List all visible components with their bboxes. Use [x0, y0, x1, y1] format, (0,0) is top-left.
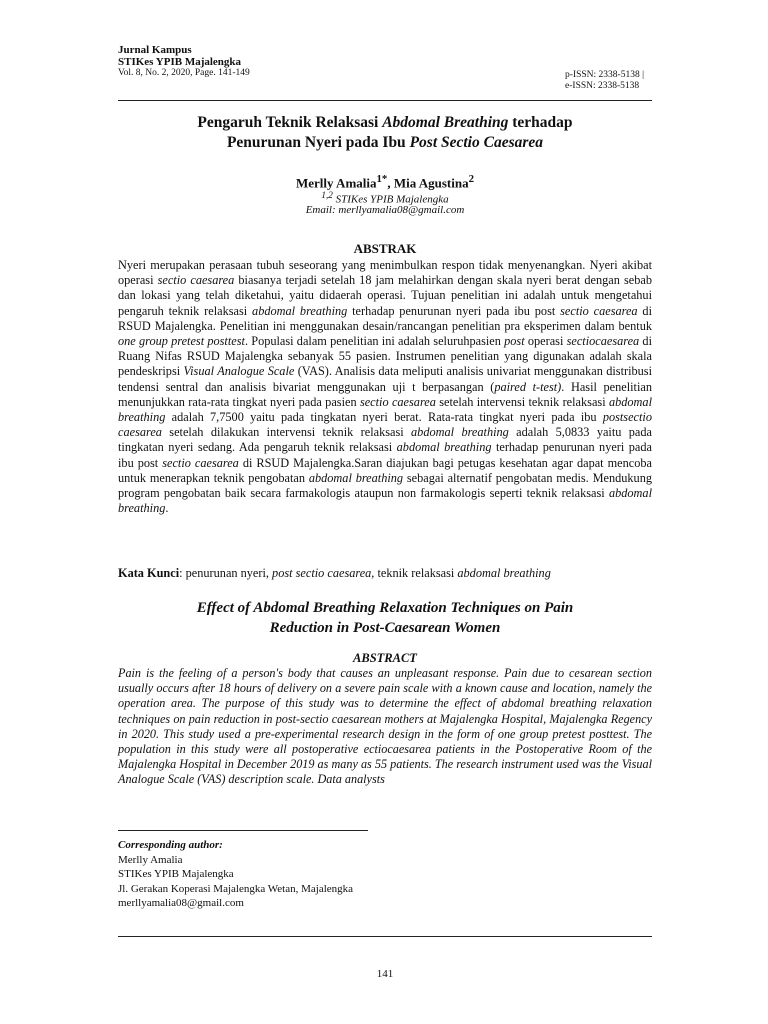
issn-block — [565, 70, 644, 92]
author-2: Mia Agustina — [393, 175, 469, 191]
footnote-name: Merlly Amalia — [118, 853, 183, 866]
affiliation-text: STIKes YPIB Majalengka — [332, 193, 449, 206]
footnote-institution: STIKes YPIB Majalengka — [118, 868, 234, 880]
english-title-line-1: Effect of Abdomal Breathing Relaxation Techniques on Pain — [196, 600, 574, 616]
paper-title — [118, 113, 652, 153]
page-number: 141 — [376, 968, 394, 980]
affiliation-sup: 1,2 — [321, 190, 333, 200]
abstrak-body: Nyeri merupakan perasaan tubuh seseorang yang menimbulkan respon tidak menyenangkan. Nyeri akibat operasi sectio caesarea biasanya terjadi setelah 18 jam melahirkan dengan skala nyeri berat dengan sebab dan lokasi yang telah diketahui, yaitu didaerah operasi. Tujuan penelitian ini adalah untuk mengetahui pengaruh teknik relaksasi abdomal breathing terhadap penurunan nyeri pada ibu post sectio caesarea di RSUD Majalengka. Penelitian ini menggunakan desain/rancangan penelitian pra eksperimen dalam bentuk one group pretest posttest. Populasi dalam penelitian ini adalah seluruhpasien post operasi sectiocaesarea di Ruang Nifas RSUD Majalengka sebanyak 55 pasien. Instrumen penelitian yang digunakan adalah skala pendeskripsi Visual Analogue Scale (VAS). Analisis data meliputi analisis univariat menggunakan distribusi tendensi sentral dan analisis bivariat menggunakan uji t berpasangan (paired t-test). Hasil penelitian menunjukkan rata-rata tingkat nyeri pada pasien sectio caesarea setelah intervensi teknik relaksasi abdomal breathing adalah 7,7500 yaitu pada tingkatan nyeri berat. Rata-rata tingkat nyeri pada ibu postsectio caesarea setelah dilakukan intervensi teknik relaksasi abdomal breathing adalah 5,0833 yaitu pada tingkatan nyeri sedang. Ada pengaruh teknik relaksasi abdomal breathing terhadap penurunan nyeri pada ibu post sectio caesarea di RSUD Majalengka.Saran diajukan bagi petugas kesehatan agar dapat mencoba untuk menerapkan teknik pengobatan abdomal breathing sebagai alternatif pengobatan medis. Mendukung program pengobatan baik secara farmakologis ataupun non farmakologis seperti teknik relaksasi abdomal breathing. — [118, 258, 653, 516]
abstract-heading: ABSTRACT — [353, 651, 417, 665]
abstrak-heading: ABSTRAK — [353, 241, 417, 256]
journal-page — [118, 0, 652, 1024]
author-1: Merlly Amalia — [295, 175, 377, 191]
corresponding-author-footnote — [118, 838, 518, 911]
author-1-sup: 1* — [376, 173, 388, 185]
journal-volume: Vol. 8, No. 2, 2020, Page. 141-149 — [118, 68, 250, 78]
journal-institution: STIKes YPIB Majalengka — [118, 56, 242, 68]
author-2-sup: 2 — [468, 173, 475, 185]
footnote-address: Jl. Gerakan Koperasi Majalengka Wetan, Majalengka — [118, 882, 354, 895]
author-email[interactable]: Email: merllyamalia08@gmail.com — [305, 204, 465, 216]
english-title — [118, 598, 652, 638]
keywords-label: Kata Kunci — [118, 566, 180, 580]
author-separator: , — [387, 175, 394, 191]
journal-name: Jurnal Kampus — [118, 44, 192, 56]
title-text-3: terhadap — [508, 114, 573, 131]
p-issn: p-ISSN: 2338-5138 | — [565, 70, 644, 80]
footer-divider — [118, 936, 652, 937]
title-text-2: Abdomal Breathing — [382, 114, 509, 131]
footnote-heading: Corresponding author: — [118, 839, 223, 851]
title-text-1: Pengaruh Teknik Relaksasi — [197, 114, 383, 131]
abstract-body: Pain is the feeling of a person's body that causes an unpleasant response. Pain due to cesarean section usually occurs after 18 hours of delivery on a severe pain scale with a known cause and location, namely the operation area. The purpose of this study was to determine the effect of abdomal breathing relaxation techniques on pain reduction in post-sectio caesarean mothers at Majalengka Hospital, Majalengka Regency in 2020. This study used a pre-experimental research design in the form of one group pretest posttest. The population in this study were all postoperative ectiocaesarea patients in the Postoperative Room of the Majalengka Hospital in December 2019 as many as 55 patients. The research instrument used was the Visual Analogue Scale (VAS) description scale. Data analysts — [118, 666, 652, 787]
footnote-divider — [118, 830, 368, 831]
e-issn: e-ISSN: 2338-5138 — [565, 81, 640, 91]
title-text-5: Post Sectio Caesarea — [409, 134, 544, 151]
footnote-email[interactable]: merllyamalia08@gmail.com — [118, 897, 244, 909]
journal-header — [118, 44, 418, 79]
keywords: Kata Kunci: penurunan nyeri, post sectio caesarea, teknik relaksasi abdomal breathing — [118, 566, 551, 580]
english-title-line-2: Reduction in Post-Caesarean Women — [269, 620, 501, 636]
header-divider — [118, 100, 652, 101]
title-text-4: Penurunan Nyeri pada Ibu — [226, 134, 410, 151]
